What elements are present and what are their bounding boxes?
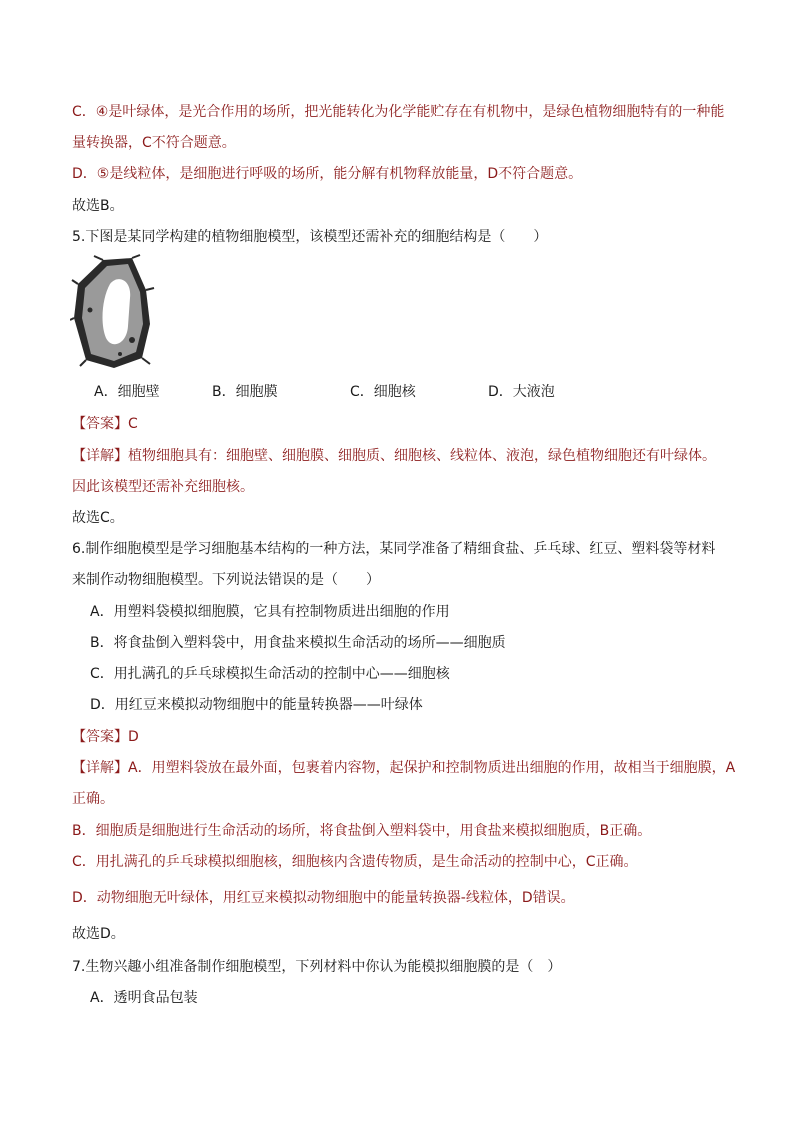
plant-cell-model-figure <box>70 254 156 372</box>
analysis-c-line1: C．④是叶绿体，是光合作用的场所，把光能转化为化学能贮存在有机物中，是绿色植物细胞特有的一种能 <box>72 104 725 120</box>
q5-options <box>94 382 614 404</box>
q6-detail-c: C．用扎满孔的乒乓球模拟细胞核，细胞核内含遗传物质，是生命活动的控制中心，C正确。 <box>72 854 638 870</box>
plant-cell-model-icon <box>70 254 156 372</box>
q6-option-b[interactable]: B．将食盐倒入塑料袋中，用食盐来模拟生命活动的场所——细胞质 <box>90 635 506 651</box>
q5-detail-line2: 因此该模型还需补充细胞核。 <box>72 479 254 495</box>
q7-stem: 7.生物兴趣小组准备制作细胞模型，下列材料中你认为能模拟细胞膜的是（ ） <box>72 959 562 975</box>
q6-option-c[interactable]: C．用扎满孔的乒乓球模拟生命活动的控制中心——细胞核 <box>90 666 450 682</box>
q5-conclusion: 故选C。 <box>72 510 124 526</box>
q5-detail-text1: 植物细胞具有：细胞壁、细胞膜、细胞质、细胞核、线粒体、液泡，绿色植物细胞还有叶绿体。 <box>128 448 716 464</box>
q5-option-d[interactable]: D．大液泡 <box>488 384 555 400</box>
q6-detail-a-line2: 正确。 <box>72 791 114 807</box>
q5-option-b[interactable]: B．细胞膜 <box>212 384 278 400</box>
q5-option-c[interactable]: C．细胞核 <box>350 384 416 400</box>
q6-stem-line2: 来制作动物细胞模型。下列说法错误的是（ ） <box>72 572 380 588</box>
q6-conclusion: 故选D。 <box>72 926 125 942</box>
q6-answer <box>72 727 139 747</box>
q6-option-a[interactable]: A．用塑料袋模拟细胞膜，它具有控制物质进出细胞的作用 <box>90 604 450 620</box>
q5-option-a[interactable]: A．细胞壁 <box>94 384 160 400</box>
q6-option-d[interactable]: D．用红豆来模拟动物细胞中的能量转换器——叶绿体 <box>90 697 423 713</box>
q6-detail-tag: 【详解】 <box>72 760 128 776</box>
q7-option-a[interactable]: A．透明食品包装 <box>90 990 198 1006</box>
analysis-conclusion: 故选B。 <box>72 198 124 214</box>
q6-stem-line1: 6.制作细胞模型是学习细胞基本结构的一种方法，某同学准备了精细食盐、乒乓球、红豆、塑料袋等材料 <box>72 541 716 557</box>
q5-answer-tag: 【答案】 <box>72 416 128 432</box>
q5-detail-tag: 【详解】 <box>72 448 128 464</box>
q5-answer-value: C <box>128 416 138 432</box>
q6-detail-d: D．动物细胞无叶绿体，用红豆来模拟动物细胞中的能量转换器-线粒体，D错误。 <box>72 890 575 906</box>
q6-answer-value: D <box>128 729 139 745</box>
analysis-d-line: D．⑤是线粒体，是细胞进行呼吸的场所，能分解有机物释放能量，D不符合题意。 <box>72 166 583 182</box>
q6-answer-tag: 【答案】 <box>72 729 128 745</box>
q5-stem: 5.下图是某同学构建的植物细胞模型，该模型还需补充的细胞结构是（ ） <box>72 229 548 245</box>
q6-detail-a-line1 <box>72 758 735 778</box>
analysis-c-line2: 量转换器，C不符合题意。 <box>72 135 236 151</box>
q5-answer <box>72 414 138 434</box>
q6-detail-b: B．细胞质是细胞进行生命活动的场所，将食盐倒入塑料袋中，用食盐来模拟细胞质，B正确。 <box>72 823 652 839</box>
q5-detail-line1 <box>72 446 716 466</box>
q6-detail-a-text1: A．用塑料袋放在最外面，包裹着内容物，起保护和控制物质进出细胞的作用，故相当于细胞膜，A <box>128 760 736 776</box>
